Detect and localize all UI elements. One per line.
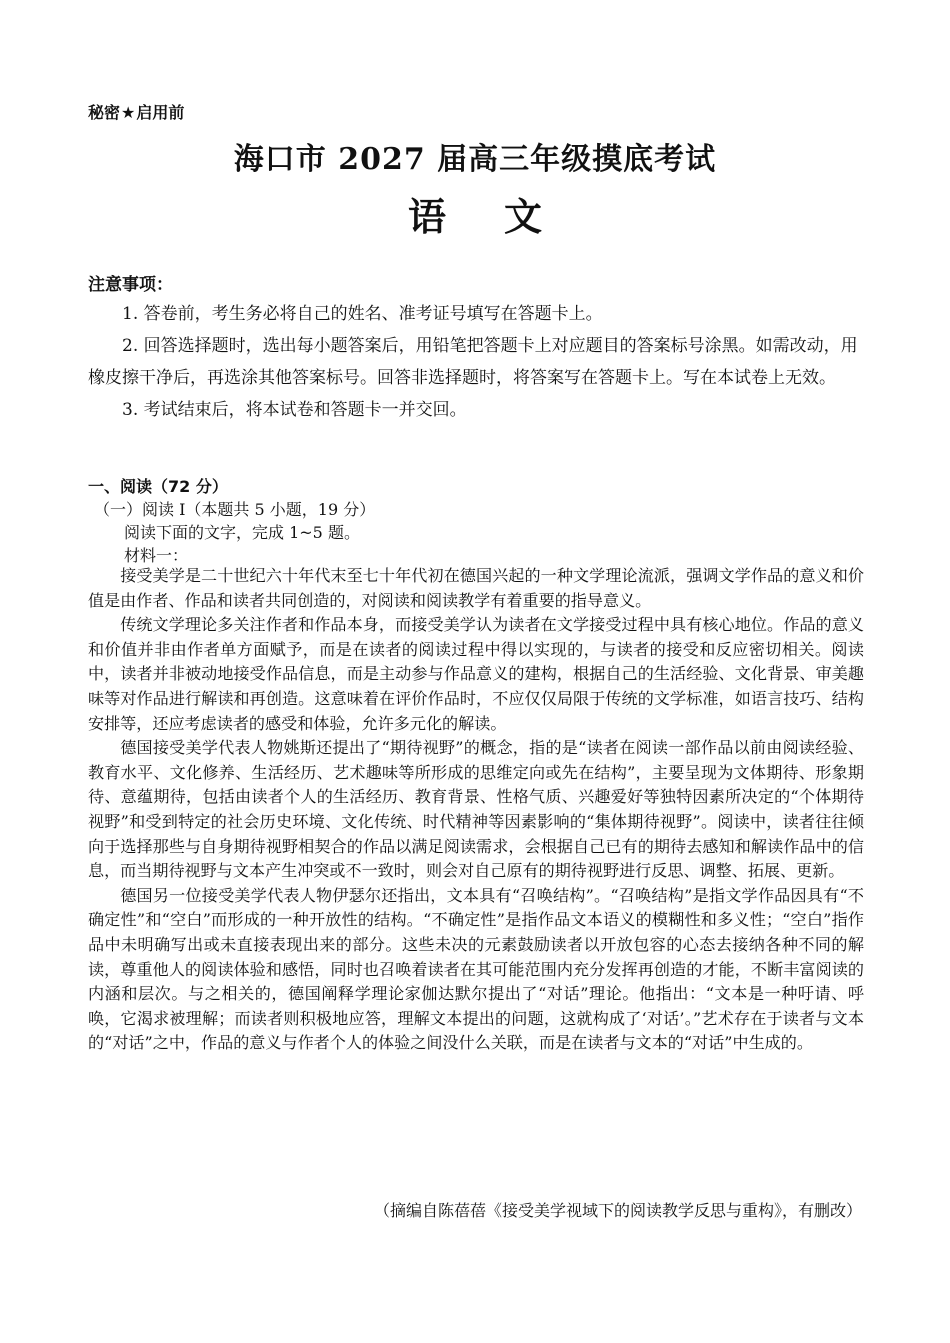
article-paragraph: 接受美学是二十世纪六十年代末至七十年代初在德国兴起的一种文学理论流派，强调文学作品的意义和价值是由作者、作品和读者共同创造的，对阅读和阅读教学有着重要的指导意义。 [88, 566, 864, 610]
notes-list [88, 298, 863, 426]
article-paragraph: 传统文学理论多关注作者和作品本身，而接受美学认为读者在文学接受过程中具有核心地位。作品的意义和价值并非由作者单方面赋予，而是在读者的阅读过程中得以实现的，与读者的接受和反应密切相关。阅读中，读者并非被动地接受作品信息，而是主动参与作品意义的建构，根据自己的生活经验、文化背景、审美趣味等对作品进行解读和再创造。这意味着在评价作品时，不应仅仅局限于传统的文学标准，如语言技巧、结构安排等，还应考虑读者的感受和体验，允许多元化的解读。 [88, 615, 864, 733]
article-paragraph: 德国另一位接受美学代表人物伊瑟尔还指出，文本具有“召唤结构”。“召唤结构”是指文学作品因具有“不确定性”和“空白”而形成的一种开放性的结构。“不确定性”是指作品文本语义的模糊性和多义性；“空白”指作品中未明确写出或未直接表现出来的部分。这些未决的元素鼓励读者以开放包容的心态去接纳各种不同的解读，尊重他人的阅读体验和感悟，同时也召唤着读者在其可能范围内充分发挥再创造的才能，不断丰富阅读的内涵和层次。与之相关的，德国阐释学理论家伽达默尔提出了“对话”理论。他指出：“文本是一种吁请、呼唤，它渴求被理解；而读者则积极地应答，理解文本提出的问题，这就构成了‘对话’。”艺术存在于读者与文本的“对话”之中，作品的意义与作者个人的体验之间没什么关联，而是在读者与文本的“对话”中生成的。 [88, 885, 864, 1053]
article-paragraph: 德国接受美学代表人物姚斯还提出了“期待视野”的概念，指的是“读者在阅读一部作品以前由阅读经验、教育水平、文化修养、生活经历、艺术趣味等所形成的思维定向或先在结构”，主要呈现为文体期待、形象期待、意蕴期待，包括由读者个人的生活经历、教育背景、性格气质、兴趣爱好等独特因素所决定的“个体期待视野”和受到特定的社会历史环境、文化传统、时代精神等因素影响的“集体期待视野”。阅读中，读者往往倾向于选择那些与自身期待视野相契合的作品以满足阅读需求，会根据自己已有的期待去感知和解读作品中的信息，而当期待视野与文本产生冲突或不一致时，则会对自己原有的期待视野进行反思、调整、拓展、更新。 [88, 738, 864, 881]
article-source: （摘编自陈蓓蓓《接受美学视域下的阅读教学反思与重构》，有删改） [373, 1201, 862, 1220]
subject-title [0, 186, 950, 241]
article-body [88, 564, 864, 1056]
confidential-label-post: 启用前 [136, 103, 185, 122]
note-item: 1. 答卷前，考生务必将自己的姓名、准考证号填写在答题卡上。 [122, 304, 603, 324]
notes-heading: 注意事项： [88, 275, 173, 295]
material-label: 材料一： [124, 546, 189, 565]
subsection-title: （一）阅读 I（本题共 5 小题，19 分） [94, 500, 376, 519]
exam-title: 海口市 2027 届高三年级摸底考试 [233, 142, 717, 177]
confidential-label-pre: 秘密 [88, 103, 121, 122]
note-item: 2. 回答选择题时，选出每小题答案后，用铅笔把答题卡上对应题目的答案标号涂黑。如需改动，用橡皮擦干净后，再选涂其他答案标号。回答非选择题时，将答案写在答题卡上。写在本试卷上无效。 [88, 336, 858, 388]
confidential-label [88, 100, 184, 123]
note-item: 3. 考试结束后，将本试卷和答题卡一并交回。 [122, 400, 467, 420]
star-icon: ★ [121, 103, 136, 122]
section-title: 一、阅读（72 分） [88, 477, 228, 496]
reading-instruction: 阅读下面的文字，完成 1~5 题。 [124, 523, 360, 542]
subject-char-2: 文 [504, 194, 543, 239]
subject-char-1: 语 [407, 194, 446, 239]
